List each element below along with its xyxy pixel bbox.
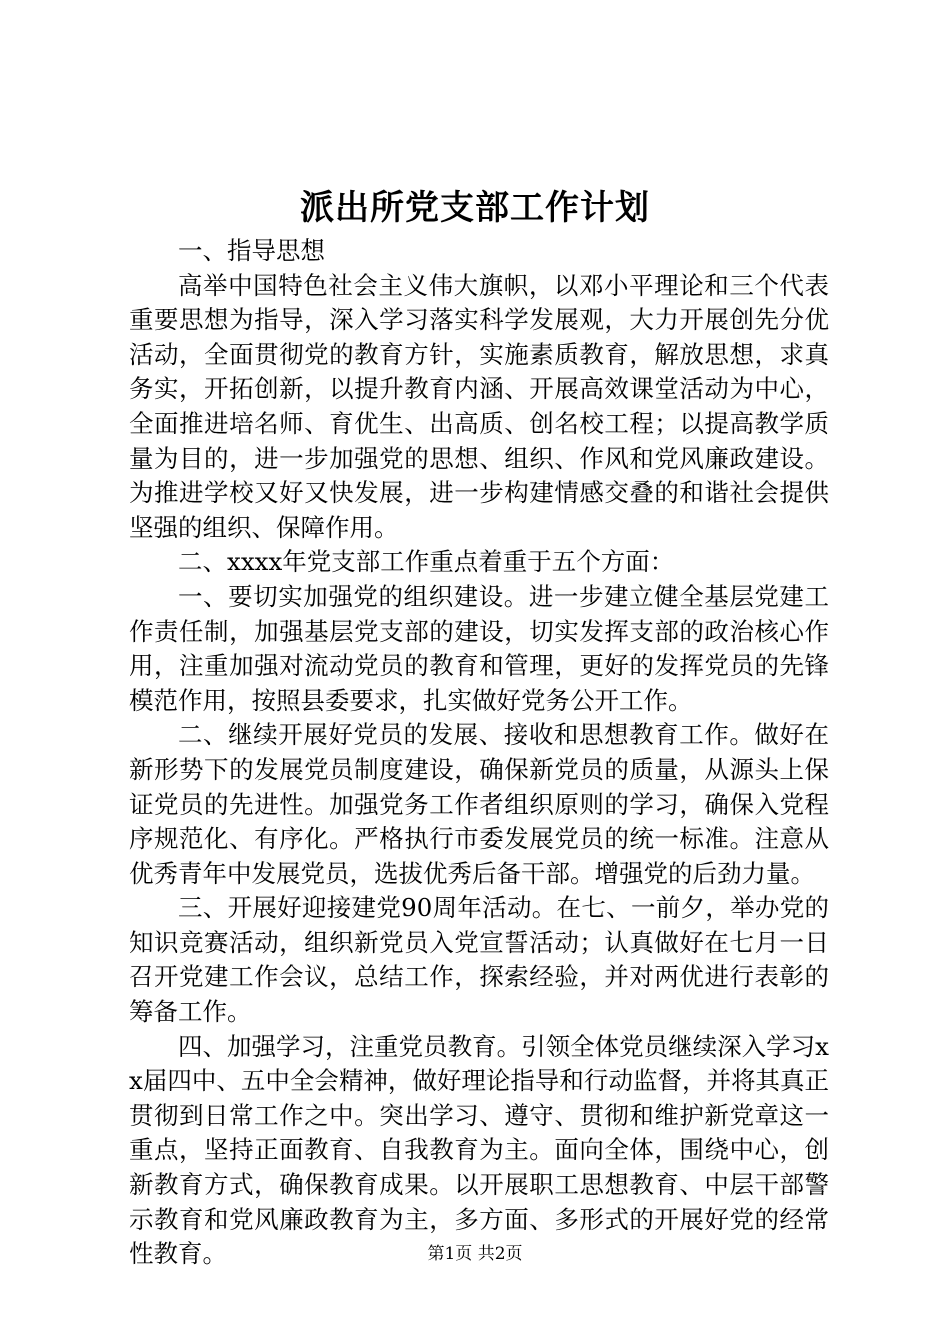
paragraph-anniversary-activities: 三、开展好迎接建党90周年活动。在七、一前夕，举办党的知识竞赛活动，组织新党员入党宣誓活动；认真做好在七月一日召开党建工作会议，总结工作，探索经验，并对两优进行表彰的筹备工作。	[129, 893, 829, 1027]
paragraph-member-development: 二、继续开展好党员的发展、接收和思想教育工作。做好在新形势下的发展党员制度建设，确保新党员的质量，从源头上保证党员的先进性。加强党务工作者组织原则的学习，确保入党程序规范化、有序化。严格执行市委发展党员的统一标准。注意从优秀青年中发展党员，选拔优秀后备干部。增强党的后劲力量。	[129, 720, 829, 888]
page-number-footer: 第1页 共2页	[427, 1244, 523, 1264]
section-heading-guiding-thought: 一、指导思想	[178, 236, 325, 265]
document-body	[129, 234, 829, 1272]
paragraph-organization-building: 一、要切实加强党的组织建设。进一步建立健全基层党建工作责任制，加强基层党支部的建设，切实发挥支部的政治核心作用，注重加强对流动党员的教育和管理，更好的发挥党员的先锋模范作用，按照县委要求，扎实做好党务公开工作。	[129, 581, 829, 715]
document-title: 派出所党支部工作计划	[300, 188, 650, 228]
paragraph-member-education: 四、加强学习，注重党员教育。引领全体党员继续深入学习xx届四中、五中全会精神，做好理论指导和行动监督，并将其真正贯彻到日常工作之中。突出学习、遵守、贯彻和维护新党章这一重点，坚持正面教育、自我教育为主。面向全体，围绕中心，创新教育方式，确保教育成果。以开展职工思想教育、中层干部警示教育和党风廉政教育为主，多方面、多形式的开展好党的经常性教育。	[129, 1031, 829, 1269]
section-heading-work-focus: 二、xxxx年党支部工作重点着重于五个方面：	[178, 547, 675, 577]
paragraph-guiding-thought: 高举中国特色社会主义伟大旗帜，以邓小平理论和三个代表重要思想为指导，深入学习落实科学发展观，大力开展创先分优活动，全面贯彻党的教育方针，实施素质教育，解放思想，求真务实，开拓创新，以提升教育内涵、开展高效课堂活动为中心，全面推进培名师、育优生、出高质、创名校工程；以提高教学质量为目的，进一步加强党的思想、组织、作风和党风廉政建设。为推进学校又好又快发展，进一步构建情感交叠的和谐社会提供坚强的组织、保障作用。	[129, 270, 829, 542]
